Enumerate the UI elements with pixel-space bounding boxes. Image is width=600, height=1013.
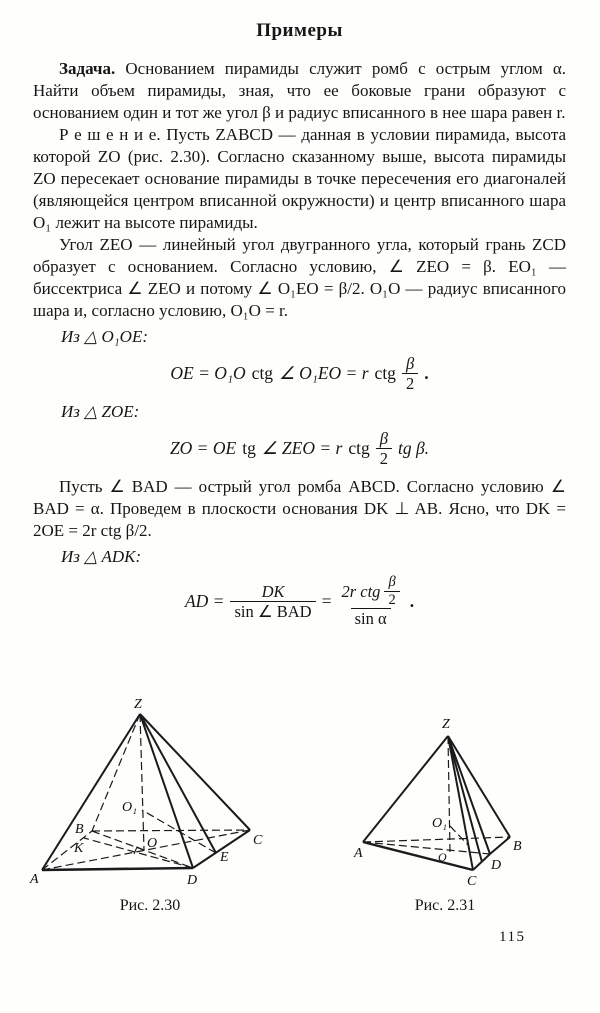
fig1-center-label-o: O [147, 836, 158, 851]
formula-oe-fn1: ctg [251, 363, 274, 384]
fig1-vertex-label-b: B [75, 822, 84, 837]
formula-ad-lhs: AD = [184, 590, 225, 611]
fig1-vertex-label-z: Z [134, 697, 142, 712]
formula-zo-fn2: ctg [348, 437, 370, 458]
solution-lead: Р е ш е н и е. [59, 125, 161, 144]
fig1-caption: Рис. 2.30 [119, 897, 181, 914]
fig2-incenter-label-o1: O₁ [432, 816, 447, 831]
fig1-vertex-label-k: K [74, 841, 84, 856]
solution-text: Пусть ZABCD — данная в условии пирамида, высота которой ZO (рис. 2.30). Согласно сказанному выше, высота пирамиды ZO пересекает основание пирамиды в точке пересечения его диагоналей (являющейся центром вписанной окружности) и центр вписанного шара O₁ лежит на высоте пирамиды. [33, 125, 566, 232]
fig2-vertex-label-z: Z [442, 717, 450, 732]
formula-ad-fraction2: 2r ctg $\frac{\beta}{2}$ sin α [337, 575, 403, 627]
problem-paragraph [33, 58, 566, 124]
formula-ad-equals: = [321, 590, 332, 611]
problem-text: Основанием пирамиды служит ромб с острым углом α. Найти объем пирамиды, зная, что ее боковые грани образуют с основанием один и тот же угол β и радиус вписанного в нее шара равен r. [33, 59, 567, 122]
figure-2-31 [338, 712, 542, 898]
page-title: Примеры [256, 20, 343, 41]
formula-zo-fn1: tg [242, 437, 256, 458]
fig2-vertex-label-c: C [467, 874, 477, 889]
text-column [33, 20, 566, 637]
angle-paragraph: Угол ZEO — линейный угол двугранного угла, который грань ZCD образует с основанием. Согласно условию, ∠ ZEO = β. EO₁ — биссектриса ∠ ZEO и потому ∠ O₁EO = β/2. O₁O — радиус вписанного шара и, согласно условию, O₁O = r. [33, 235, 566, 320]
fig2-caption: Рис. 2.31 [414, 897, 476, 914]
problem-lead: Задача. [59, 59, 116, 78]
page-number: 115 [499, 929, 526, 945]
formula-oe-part2: ∠ O₁EO = r [279, 363, 369, 384]
formula-zo-fraction: $\frac{\beta}{2}$ [376, 430, 392, 468]
formula-ad-nested-fraction: $\frac{\beta}{2}$ [384, 575, 399, 607]
from-triangle-zoe: Из △ ZOE: [61, 401, 140, 421]
rhombus-paragraph: Пусть ∠ BAD — острый угол ромба ABCD. Согласно условию ∠ BAD = α. Проведем в плоскости основания DK ⊥ AB. Ясно, что DK = 2OE = 2r ctg β/2. [33, 477, 566, 541]
fig1-vertex-label-d: D [187, 873, 198, 888]
formula-ad-tail: . [409, 590, 415, 611]
fig1-vertex-label-e: E [220, 850, 229, 865]
formula-ad [33, 575, 566, 627]
fig2-vertex-label-a: A [354, 846, 363, 861]
fig2-vertex-label-b: B [513, 839, 522, 854]
fig2-solid-edges [363, 736, 510, 870]
formula-zo-tail: tg β. [397, 437, 430, 458]
pyramid-figure-2-30 [26, 698, 312, 894]
formula-oe-fn2: ctg [374, 363, 396, 384]
formula-oe [33, 355, 566, 393]
fig1-vertex-label-c: C [253, 833, 263, 848]
formula-oe-part1: OE = O₁O [170, 363, 246, 384]
from-triangle-o1oe: Из △ O₁OE: [61, 327, 148, 346]
from-triangle-adk: Из △ ADK: [61, 547, 142, 567]
formula-zo [33, 430, 566, 468]
formula-ad-fraction1: $\frac{DK}{\text{sin ∠ BAD}}$ [230, 583, 315, 621]
figure-2-30 [26, 698, 312, 894]
fig2-vertex-label-d: D [491, 858, 502, 873]
fig2-dashed-edges [363, 736, 510, 854]
fig1-incenter-label-o1: O₁ [122, 800, 137, 815]
solution-paragraph [33, 124, 566, 234]
formula-zo-part2: ∠ ZEO = r [261, 437, 343, 458]
fig2-center-label-o: O [438, 850, 447, 864]
formula-oe-fraction: $\frac{\beta}{2}$ [402, 355, 418, 393]
formula-zo-part1: ZO = OE [169, 437, 237, 458]
pyramid-figure-2-31 [338, 712, 542, 898]
fig1-vertex-label-a: A [30, 872, 39, 887]
formula-oe-tail: . [424, 363, 429, 384]
